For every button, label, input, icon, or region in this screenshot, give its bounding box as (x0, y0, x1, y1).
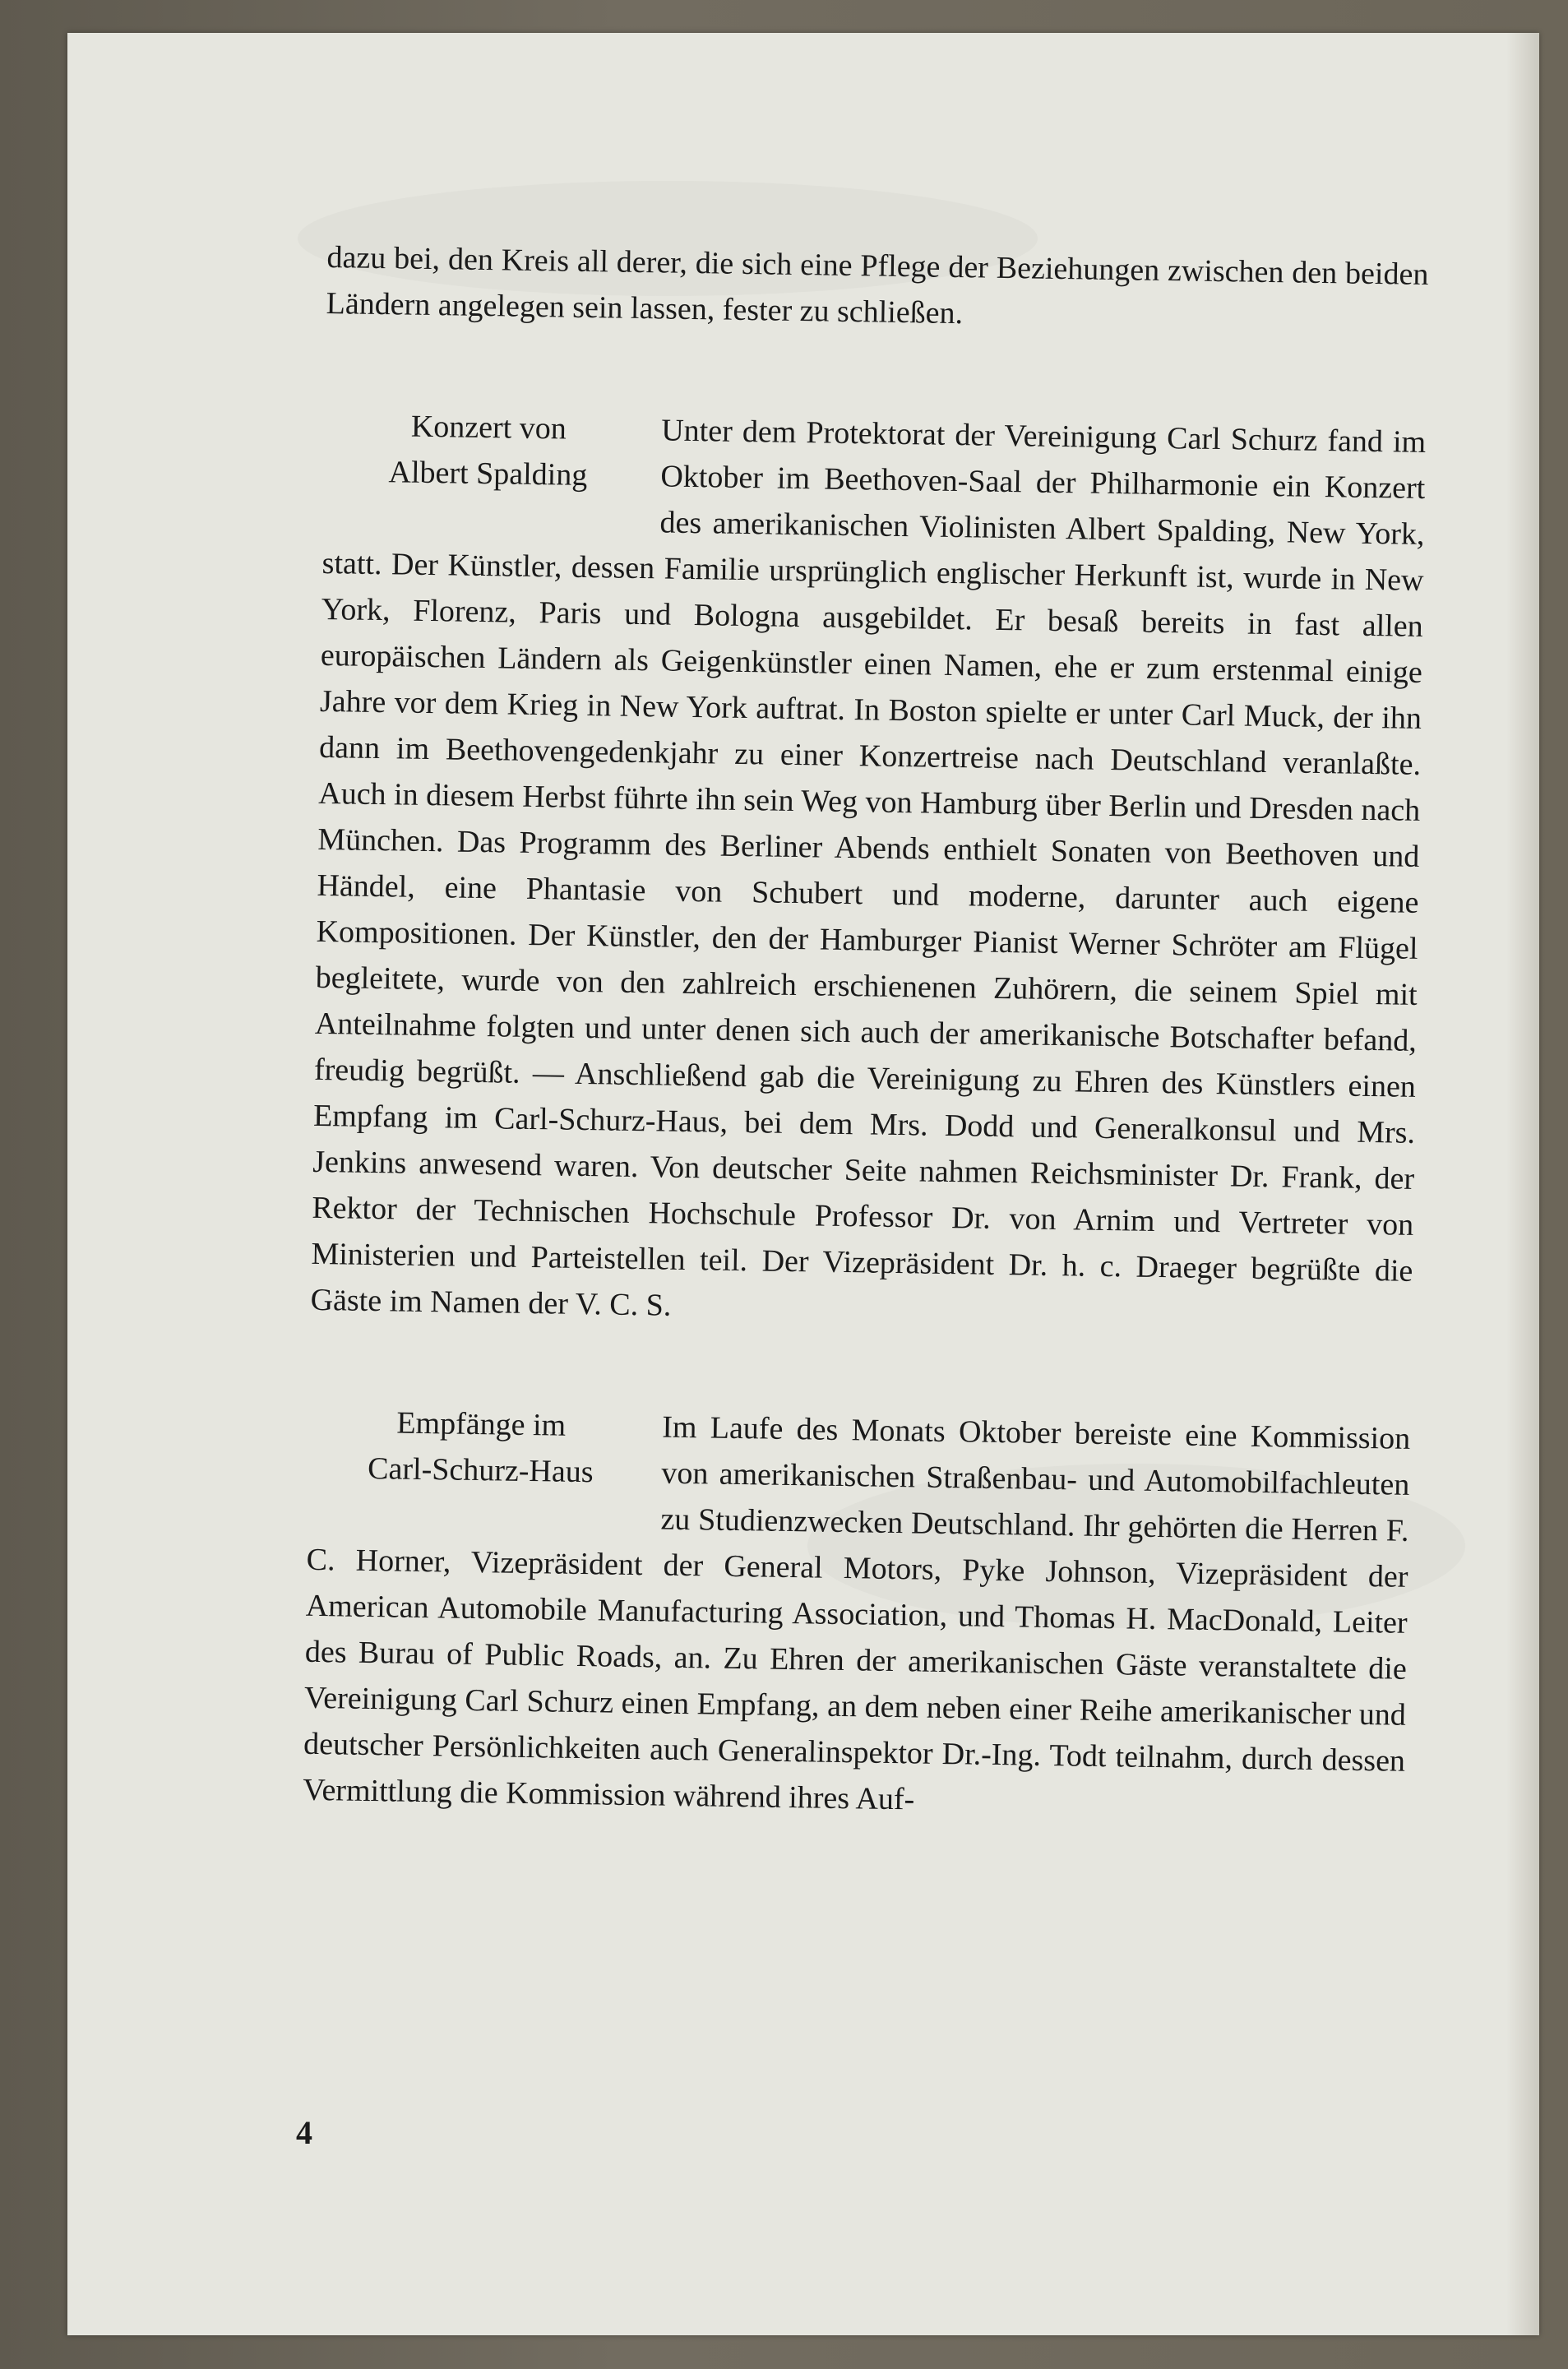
section-body: Im Laufe des Monats Oktober bereiste eine Kommission von amerikanischen Straßenbau- und Automobilfachleuten zu Studienzwecken Deutschland. Ihr gehörten die Herren F. C. Horner, Vizepräsident der General Motors, Pyke Johnson, Vizepräsident der American Automobile Manufacturing Association, und Thomas H. MacDonald, Leiter des Burau of Public Roads, an. Zu Ehren der amerikanischen Gäste veranstaltete die Vereinigung Carl Schurz einen Empfang, an dem neben einer Reihe amerikanischer und deutscher Persönlichkeiten auch Generalinspektor Dr.-Ing. Todt teilnahm, durch dessen Vermittlung die Kommission während ihres Auf- (302, 1409, 1411, 1817)
section-body: Unter dem Protektorat der Vereinigung Carl Schurz fand im Oktober im Beethoven-Saal der Philharmonie ein Konzert des amerikanischen Violinisten Albert Spalding, New York, statt. Der Künstler, dessen Familie ursprünglich englischer Herkunft ist, wurde in New York, Florenz, Paris und Bologna ausgebildet. Er besaß bereits in fast allen europäischen Ländern als Geigenkünstler einen Namen, ehe er zum erstenmal einige Jahre vor dem Krieg in New York auftrat. In Boston spielte er unter Carl Muck, der ihn dann im Beethovengedenkjahr zu einer Konzertreise nach Deutschland veranlaßte. Auch in diesem Herbst führte ihn sein Weg von Hamburg über Berlin und Dresden nach München. Das Programm des Berliner Abends enthielt Sonaten von Beethoven und Händel, eine Phantasie von Schubert und moderne, darunter auch eigene Kompositionen. Der Künstler, den der Hamburger Pianist Werner Schröter am Flügel begleitete, wurde von den zahlreich erschienenen Zuhörern, die seinem Spiel mit Anteilnahme folgten und unter denen sich auch der amerikanische Botschafter befand, freudig begrüßt. — Anschließend gab die Vereinigung zu Ehren des Künstlers einen Empfang im Carl-Schurz-Haus, bei dem Mrs. Dodd und Generalkonsul und Mrs. Jenkins anwesend waren. Von deutscher Seite nahmen Reichsminister Dr. Frank, der Rektor der Technischen Hochschule Professor Dr. von Arnim und Vertreter von Ministerien und Parteistellen teil. Der Vizepräsident Dr. h. c. Draeger begrüßte die Gäste im Namen der V. C. S. (310, 413, 1427, 1323)
section-heading (322, 402, 662, 545)
heading-spacer (322, 494, 652, 545)
page-number: 4 (296, 2114, 312, 2151)
heading-spacer (307, 1491, 653, 1543)
section-heading (307, 1399, 663, 1543)
page-edge-shadow (1506, 33, 1539, 2335)
section-konzert (310, 402, 1426, 1340)
intro-paragraph: dazu bei, den Kreis all derer, die sich eine Pflege der Beziehungen zwischen den beiden Ländern angelegen sein lassen, fester zu schließen. (326, 239, 1429, 331)
section-heading-line: Carl-Schurz-Haus (367, 1451, 594, 1490)
section-heading-line: Konzert von (410, 409, 567, 447)
section-heading-line: Empfänge im (396, 1405, 567, 1443)
page-text-block (303, 234, 1429, 1830)
section-heading-line: Albert Spalding (388, 455, 588, 493)
section-empfaenge (303, 1399, 1411, 1830)
